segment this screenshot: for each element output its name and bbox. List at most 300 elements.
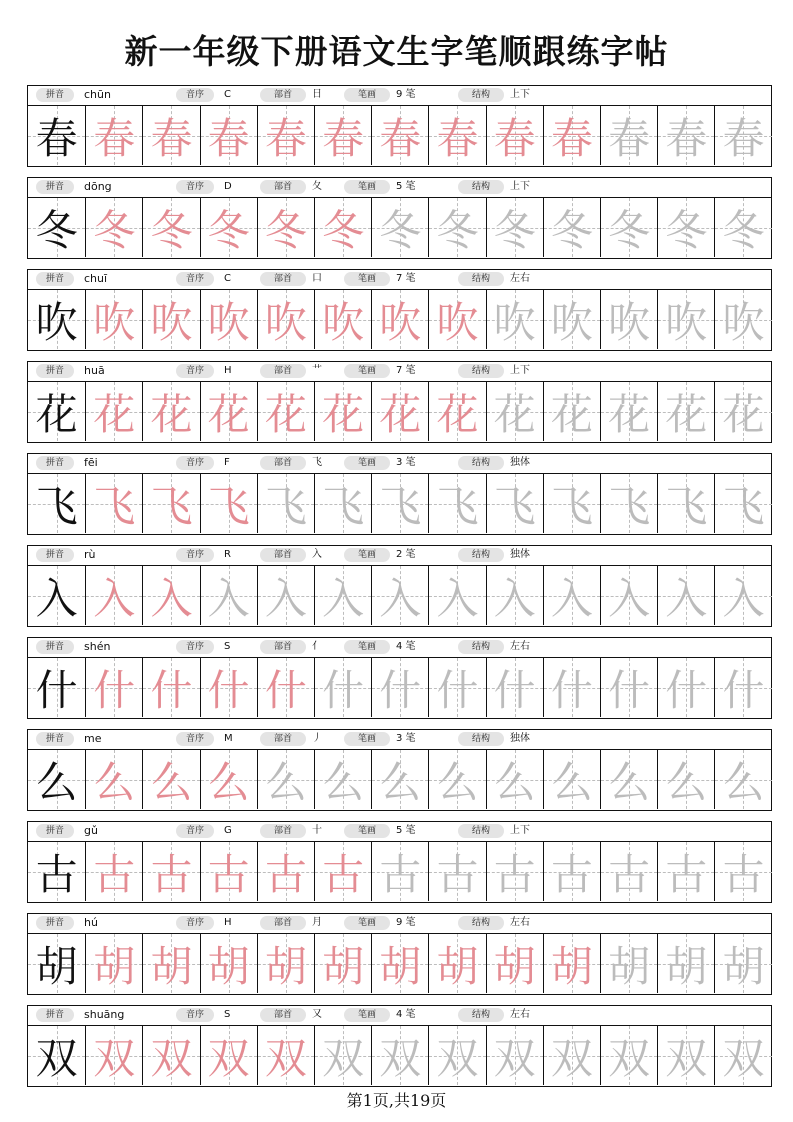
bushou-label: 部首 — [260, 916, 306, 930]
character-glyph: 什 — [722, 665, 765, 715]
character-glyph: 春 — [35, 113, 78, 163]
character-glyph: 双 — [665, 1033, 708, 1083]
trace-cell — [657, 566, 714, 625]
character-glyph: 什 — [493, 665, 536, 715]
jiegou-value: 上下 — [510, 365, 530, 376]
stroke-step-cell — [257, 1026, 314, 1085]
character-glyph: 古 — [436, 849, 479, 899]
yinxu-label: 音序 — [176, 916, 214, 930]
trace-cell — [600, 290, 657, 349]
character-glyph: 入 — [207, 573, 250, 623]
stroke-step-cell — [543, 106, 600, 165]
stroke-step-cell — [200, 382, 257, 441]
character-glyph: 冬 — [550, 205, 593, 255]
stroke-step-cell — [428, 290, 485, 349]
character-glyph: 飞 — [35, 481, 78, 531]
tianzige-grid — [28, 290, 771, 349]
character-glyph: 花 — [93, 389, 136, 439]
character-glyph: 胡 — [379, 941, 422, 991]
trace-cell — [657, 1026, 714, 1085]
character-glyph: 什 — [436, 665, 479, 715]
character-glyph: 吹 — [493, 297, 536, 347]
character-glyph: 花 — [722, 389, 765, 439]
character-glyph: 古 — [93, 849, 136, 899]
character-glyph: 么 — [550, 757, 593, 807]
trace-cell — [428, 1026, 485, 1085]
trace-cell — [200, 566, 257, 625]
tianzige-grid — [28, 658, 771, 717]
character-glyph: 么 — [207, 757, 250, 807]
trace-cell — [657, 106, 714, 165]
character-glyph: 入 — [665, 573, 708, 623]
trace-cell — [371, 566, 428, 625]
trace-cell — [543, 198, 600, 257]
jiegou-label: 结构 — [458, 640, 504, 654]
character-glyph: 古 — [493, 849, 536, 899]
yinxu-value: M — [224, 733, 233, 744]
bushou-value: 口 — [312, 273, 322, 284]
model-character-cell — [28, 566, 85, 625]
trace-cell — [543, 750, 600, 809]
bushou-value: 亻 — [312, 641, 322, 652]
model-character-cell — [28, 290, 85, 349]
trace-cell — [486, 198, 543, 257]
trace-cell — [657, 842, 714, 901]
trace-cell — [314, 566, 371, 625]
yinxu-label: 音序 — [176, 548, 214, 562]
trace-cell — [428, 658, 485, 717]
stroke-step-cell — [85, 290, 142, 349]
stroke-step-cell — [200, 1026, 257, 1085]
trace-cell — [428, 198, 485, 257]
yinxu-label: 音序 — [176, 456, 214, 470]
model-character-cell — [28, 842, 85, 901]
character-glyph: 冬 — [150, 205, 193, 255]
stroke-step-cell — [314, 290, 371, 349]
character-glyph: 春 — [722, 113, 765, 163]
trace-cell — [543, 382, 600, 441]
trace-cell — [714, 566, 771, 625]
pinyin-value: fēi — [84, 456, 98, 469]
jiegou-value: 左右 — [510, 273, 530, 284]
character-glyph: 么 — [379, 757, 422, 807]
trace-cell — [714, 290, 771, 349]
bushou-value: 又 — [312, 1009, 322, 1020]
character-glyph: 入 — [550, 573, 593, 623]
bihua-value: 7 笔 — [396, 273, 416, 284]
stroke-step-cell — [486, 934, 543, 993]
character-glyph: 古 — [550, 849, 593, 899]
character-glyph: 花 — [322, 389, 365, 439]
page-footer: 第1页,共19页 — [346, 1091, 447, 1110]
yinxu-value: C — [224, 89, 231, 100]
stroke-step-cell — [142, 750, 199, 809]
trace-cell — [714, 474, 771, 533]
yinxu-value: D — [224, 181, 232, 192]
character-glyph: 么 — [436, 757, 479, 807]
character-glyph: 入 — [322, 573, 365, 623]
trace-cell — [600, 658, 657, 717]
trace-cell — [600, 1026, 657, 1085]
character-glyph: 春 — [150, 113, 193, 163]
stroke-step-cell — [257, 290, 314, 349]
character-glyph: 吹 — [722, 297, 765, 347]
trace-cell — [600, 474, 657, 533]
character-glyph: 胡 — [264, 941, 307, 991]
model-character-cell — [28, 474, 85, 533]
trace-cell — [543, 842, 600, 901]
bushou-value: 丿 — [312, 733, 322, 744]
tianzige-grid — [28, 934, 771, 993]
yinxu-label: 音序 — [176, 88, 214, 102]
jiegou-value: 左右 — [510, 641, 530, 652]
character-glyph: 冬 — [493, 205, 536, 255]
bihua-label: 笔画 — [344, 732, 390, 746]
trace-cell — [486, 1026, 543, 1085]
bihua-label: 笔画 — [344, 916, 390, 930]
character-glyph: 花 — [493, 389, 536, 439]
character-info-row — [28, 270, 771, 290]
character-block — [27, 913, 772, 995]
tianzige-grid — [28, 106, 771, 165]
character-glyph: 春 — [93, 113, 136, 163]
stroke-step-cell — [85, 658, 142, 717]
model-character-cell — [28, 106, 85, 165]
bihua-value: 2 笔 — [396, 549, 416, 560]
character-info-row — [28, 730, 771, 750]
stroke-step-cell — [200, 750, 257, 809]
trace-cell — [428, 566, 485, 625]
character-glyph: 花 — [436, 389, 479, 439]
stroke-step-cell — [543, 934, 600, 993]
pinyin-label: 拼音 — [36, 88, 74, 102]
stroke-step-cell — [200, 106, 257, 165]
trace-cell — [600, 198, 657, 257]
character-glyph: 什 — [550, 665, 593, 715]
character-block — [27, 177, 772, 259]
pinyin-value: me — [84, 732, 102, 745]
character-glyph: 胡 — [93, 941, 136, 991]
character-glyph: 古 — [150, 849, 193, 899]
stroke-step-cell — [85, 934, 142, 993]
stroke-step-cell — [85, 106, 142, 165]
pinyin-label: 拼音 — [36, 456, 74, 470]
character-glyph: 冬 — [35, 205, 78, 255]
stroke-step-cell — [142, 842, 199, 901]
model-character-cell — [28, 198, 85, 257]
bushou-value: 夂 — [312, 181, 322, 192]
trace-cell — [257, 474, 314, 533]
character-glyph: 么 — [493, 757, 536, 807]
stroke-step-cell — [85, 1026, 142, 1085]
trace-cell — [657, 934, 714, 993]
character-glyph: 吹 — [379, 297, 422, 347]
trace-cell — [314, 474, 371, 533]
stroke-step-cell — [85, 750, 142, 809]
trace-cell — [600, 382, 657, 441]
character-glyph: 么 — [608, 757, 651, 807]
jiegou-label: 结构 — [458, 180, 504, 194]
character-glyph: 什 — [322, 665, 365, 715]
trace-cell — [657, 382, 714, 441]
trace-cell — [600, 934, 657, 993]
character-glyph: 春 — [550, 113, 593, 163]
trace-cell — [714, 382, 771, 441]
jiegou-label: 结构 — [458, 88, 504, 102]
stroke-step-cell — [200, 198, 257, 257]
pinyin-value: dōng — [84, 180, 112, 193]
jiegou-value: 上下 — [510, 181, 530, 192]
character-info-row — [28, 914, 771, 934]
pinyin-value: shén — [84, 640, 111, 653]
character-glyph: 双 — [264, 1033, 307, 1083]
character-info-row — [28, 86, 771, 106]
character-glyph: 冬 — [436, 205, 479, 255]
pinyin-label: 拼音 — [36, 272, 74, 286]
yinxu-value: C — [224, 273, 231, 284]
character-glyph: 吹 — [207, 297, 250, 347]
character-glyph: 冬 — [207, 205, 250, 255]
pinyin-value: hú — [84, 916, 98, 929]
yinxu-label: 音序 — [176, 824, 214, 838]
trace-cell — [714, 934, 771, 993]
stroke-step-cell — [486, 106, 543, 165]
bihua-label: 笔画 — [344, 456, 390, 470]
character-info-row — [28, 546, 771, 566]
trace-cell — [714, 658, 771, 717]
character-glyph: 冬 — [264, 205, 307, 255]
trace-cell — [714, 198, 771, 257]
character-glyph: 入 — [264, 573, 307, 623]
yinxu-label: 音序 — [176, 180, 214, 194]
character-glyph: 入 — [436, 573, 479, 623]
stroke-step-cell — [428, 382, 485, 441]
bihua-label: 笔画 — [344, 364, 390, 378]
trace-cell — [657, 198, 714, 257]
stroke-step-cell — [257, 106, 314, 165]
character-block — [27, 545, 772, 627]
character-glyph: 胡 — [608, 941, 651, 991]
pinyin-value: chūn — [84, 88, 111, 101]
stroke-step-cell — [371, 290, 428, 349]
stroke-step-cell — [257, 934, 314, 993]
pinyin-value: chuī — [84, 272, 108, 285]
trace-cell — [543, 566, 600, 625]
stroke-step-cell — [314, 934, 371, 993]
trace-cell — [428, 750, 485, 809]
character-glyph: 胡 — [207, 941, 250, 991]
bushou-label: 部首 — [260, 640, 306, 654]
stroke-step-cell — [142, 106, 199, 165]
bushou-label: 部首 — [260, 272, 306, 286]
stroke-step-cell — [371, 934, 428, 993]
character-glyph: 冬 — [379, 205, 422, 255]
jiegou-label: 结构 — [458, 272, 504, 286]
bihua-value: 3 笔 — [396, 733, 416, 744]
yinxu-label: 音序 — [176, 640, 214, 654]
yinxu-label: 音序 — [176, 364, 214, 378]
bihua-value: 5 笔 — [396, 825, 416, 836]
bihua-label: 笔画 — [344, 180, 390, 194]
jiegou-value: 独体 — [510, 549, 530, 560]
trace-cell — [657, 474, 714, 533]
character-glyph: 春 — [608, 113, 651, 163]
character-glyph: 花 — [207, 389, 250, 439]
trace-cell — [371, 750, 428, 809]
character-glyph: 双 — [322, 1033, 365, 1083]
pinyin-label: 拼音 — [36, 548, 74, 562]
character-glyph: 古 — [608, 849, 651, 899]
trace-cell — [428, 474, 485, 533]
model-character-cell — [28, 750, 85, 809]
character-glyph: 胡 — [322, 941, 365, 991]
stroke-step-cell — [314, 106, 371, 165]
character-glyph: 吹 — [608, 297, 651, 347]
character-glyph: 古 — [207, 849, 250, 899]
character-block — [27, 85, 772, 167]
stroke-step-cell — [142, 474, 199, 533]
trace-cell — [371, 474, 428, 533]
trace-cell — [314, 658, 371, 717]
bihua-value: 5 笔 — [396, 181, 416, 192]
stroke-step-cell — [85, 198, 142, 257]
character-glyph: 么 — [665, 757, 708, 807]
character-glyph: 么 — [722, 757, 765, 807]
character-glyph: 冬 — [322, 205, 365, 255]
bihua-value: 3 笔 — [396, 457, 416, 468]
character-info-row — [28, 178, 771, 198]
character-glyph: 双 — [93, 1033, 136, 1083]
character-glyph: 胡 — [35, 941, 78, 991]
jiegou-label: 结构 — [458, 456, 504, 470]
character-block — [27, 729, 772, 811]
character-glyph: 胡 — [550, 941, 593, 991]
character-glyph: 什 — [665, 665, 708, 715]
character-glyph: 胡 — [722, 941, 765, 991]
character-glyph: 花 — [264, 389, 307, 439]
character-info-row — [28, 454, 771, 474]
bihua-value: 9 笔 — [396, 917, 416, 928]
character-glyph: 飞 — [550, 481, 593, 531]
character-glyph: 冬 — [93, 205, 136, 255]
trace-cell — [486, 290, 543, 349]
character-glyph: 双 — [207, 1033, 250, 1083]
character-glyph: 双 — [436, 1033, 479, 1083]
trace-cell — [428, 842, 485, 901]
bushou-label: 部首 — [260, 456, 306, 470]
bihua-label: 笔画 — [344, 824, 390, 838]
tianzige-grid — [28, 842, 771, 901]
trace-cell — [371, 842, 428, 901]
bushou-label: 部首 — [260, 1008, 306, 1022]
stroke-step-cell — [142, 566, 199, 625]
trace-cell — [657, 750, 714, 809]
trace-cell — [486, 658, 543, 717]
bihua-label: 笔画 — [344, 88, 390, 102]
trace-cell — [257, 750, 314, 809]
character-glyph: 飞 — [379, 481, 422, 531]
character-glyph: 吹 — [264, 297, 307, 347]
bushou-value: 日 — [312, 89, 322, 100]
character-block — [27, 1005, 772, 1087]
bushou-value: 十 — [312, 825, 322, 836]
stroke-step-cell — [200, 474, 257, 533]
character-glyph: 古 — [379, 849, 422, 899]
bihua-value: 4 笔 — [396, 1009, 416, 1020]
stroke-step-cell — [85, 474, 142, 533]
character-glyph: 吹 — [35, 297, 78, 347]
stroke-step-cell — [142, 658, 199, 717]
bushou-label: 部首 — [260, 732, 306, 746]
character-glyph: 古 — [665, 849, 708, 899]
tianzige-grid — [28, 474, 771, 533]
character-glyph: 飞 — [665, 481, 708, 531]
pinyin-label: 拼音 — [36, 824, 74, 838]
trace-cell — [543, 1026, 600, 1085]
trace-cell — [600, 106, 657, 165]
stroke-step-cell — [314, 842, 371, 901]
character-glyph: 吹 — [150, 297, 193, 347]
bushou-value: 艹 — [312, 365, 322, 376]
pinyin-label: 拼音 — [36, 1008, 74, 1022]
bihua-value: 7 笔 — [396, 365, 416, 376]
trace-cell — [657, 658, 714, 717]
character-glyph: 什 — [207, 665, 250, 715]
character-glyph: 花 — [150, 389, 193, 439]
character-glyph: 花 — [665, 389, 708, 439]
character-glyph: 飞 — [322, 481, 365, 531]
character-glyph: 花 — [608, 389, 651, 439]
pinyin-label: 拼音 — [36, 640, 74, 654]
character-glyph: 飞 — [207, 481, 250, 531]
yinxu-value: H — [224, 365, 232, 376]
bushou-value: 入 — [312, 549, 322, 560]
trace-cell — [543, 474, 600, 533]
character-glyph: 花 — [35, 389, 78, 439]
trace-cell — [314, 750, 371, 809]
trace-cell — [714, 106, 771, 165]
model-character-cell — [28, 382, 85, 441]
bihua-label: 笔画 — [344, 640, 390, 654]
stroke-step-cell — [142, 1026, 199, 1085]
stroke-step-cell — [200, 934, 257, 993]
character-glyph: 么 — [150, 757, 193, 807]
trace-cell — [600, 750, 657, 809]
stroke-step-cell — [314, 198, 371, 257]
bihua-label: 笔画 — [344, 548, 390, 562]
stroke-step-cell — [142, 934, 199, 993]
character-glyph: 么 — [93, 757, 136, 807]
character-glyph: 花 — [550, 389, 593, 439]
character-glyph: 古 — [322, 849, 365, 899]
stroke-step-cell — [371, 106, 428, 165]
page-title: 新一年级下册语文生字笔顺跟练字帖 — [124, 32, 669, 71]
character-glyph: 飞 — [722, 481, 765, 531]
character-info-row — [28, 1006, 771, 1026]
character-glyph: 胡 — [150, 941, 193, 991]
pinyin-value: shuāng — [84, 1008, 125, 1021]
trace-cell — [543, 290, 600, 349]
yinxu-value: S — [224, 641, 231, 652]
yinxu-value: H — [224, 917, 232, 928]
jiegou-label: 结构 — [458, 824, 504, 838]
stroke-step-cell — [257, 842, 314, 901]
pinyin-label: 拼音 — [36, 180, 74, 194]
stroke-step-cell — [142, 290, 199, 349]
trace-cell — [657, 290, 714, 349]
stroke-step-cell — [85, 382, 142, 441]
character-glyph: 飞 — [150, 481, 193, 531]
